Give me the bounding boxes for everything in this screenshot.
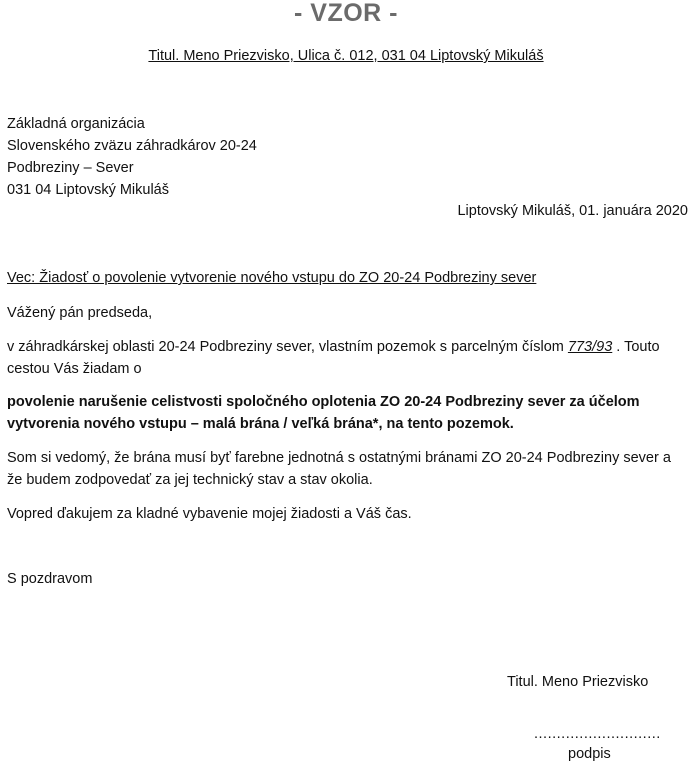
- paragraph-parcel-after: . Touto cestou Vás žiadam o: [7, 339, 660, 377]
- subject-line: Vec: Žiadosť o povolenie vytvorenie nového vstupu do ZO 20-24 Podbreziny sever: [7, 270, 537, 286]
- paragraph-parcel: [7, 336, 687, 380]
- addressee-line-1: Základná organizácia: [7, 116, 145, 132]
- greeting: Vážený pán predseda,: [7, 305, 153, 321]
- closing-salutation: S pozdravom: [7, 571, 93, 587]
- document-title: - VZOR -: [294, 0, 398, 27]
- addressee-line-4: 031 04 Liptovský Mikuláš: [7, 182, 169, 198]
- signature-name: Titul. Meno Priezvisko: [507, 674, 649, 690]
- date-line: Liptovský Mikuláš, 01. januára 2020: [457, 203, 688, 219]
- request-statement: povolenie narušenie celistvosti spoločného oplotenia ZO 20-24 Podbreziny sever za účelom vytvorenia nového vstupu – malá brána / veľká brána*, na tento pozemok.: [7, 394, 640, 432]
- paragraph-awareness: Som si vedomý, že brána musí byť farebne jednotná s ostatnými bránami ZO 20-24 Podbreziny sever a že budem zodpovedať za jej technický stav a stav okolia.: [7, 450, 671, 488]
- addressee-block: [7, 113, 257, 201]
- signature-line: ............................: [534, 726, 661, 742]
- parcel-number: 773/93: [567, 339, 613, 355]
- sender-address-line: Titul. Meno Priezvisko, Ulica č. 012, 031 04 Liptovský Mikuláš: [148, 48, 544, 64]
- paragraph-thanks: Vopred ďakujem za kladné vybavenie mojej žiadosti a Váš čas.: [7, 506, 412, 522]
- signature-label: podpis: [568, 746, 611, 762]
- addressee-line-3: Podbreziny – Sever: [7, 160, 134, 176]
- paragraph-parcel-before: v záhradkárskej oblasti 20-24 Podbreziny sever, vlastním pozemok s parcelným číslom: [7, 339, 568, 355]
- addressee-line-2: Slovenského zväzu záhradkárov 20-24: [7, 138, 257, 154]
